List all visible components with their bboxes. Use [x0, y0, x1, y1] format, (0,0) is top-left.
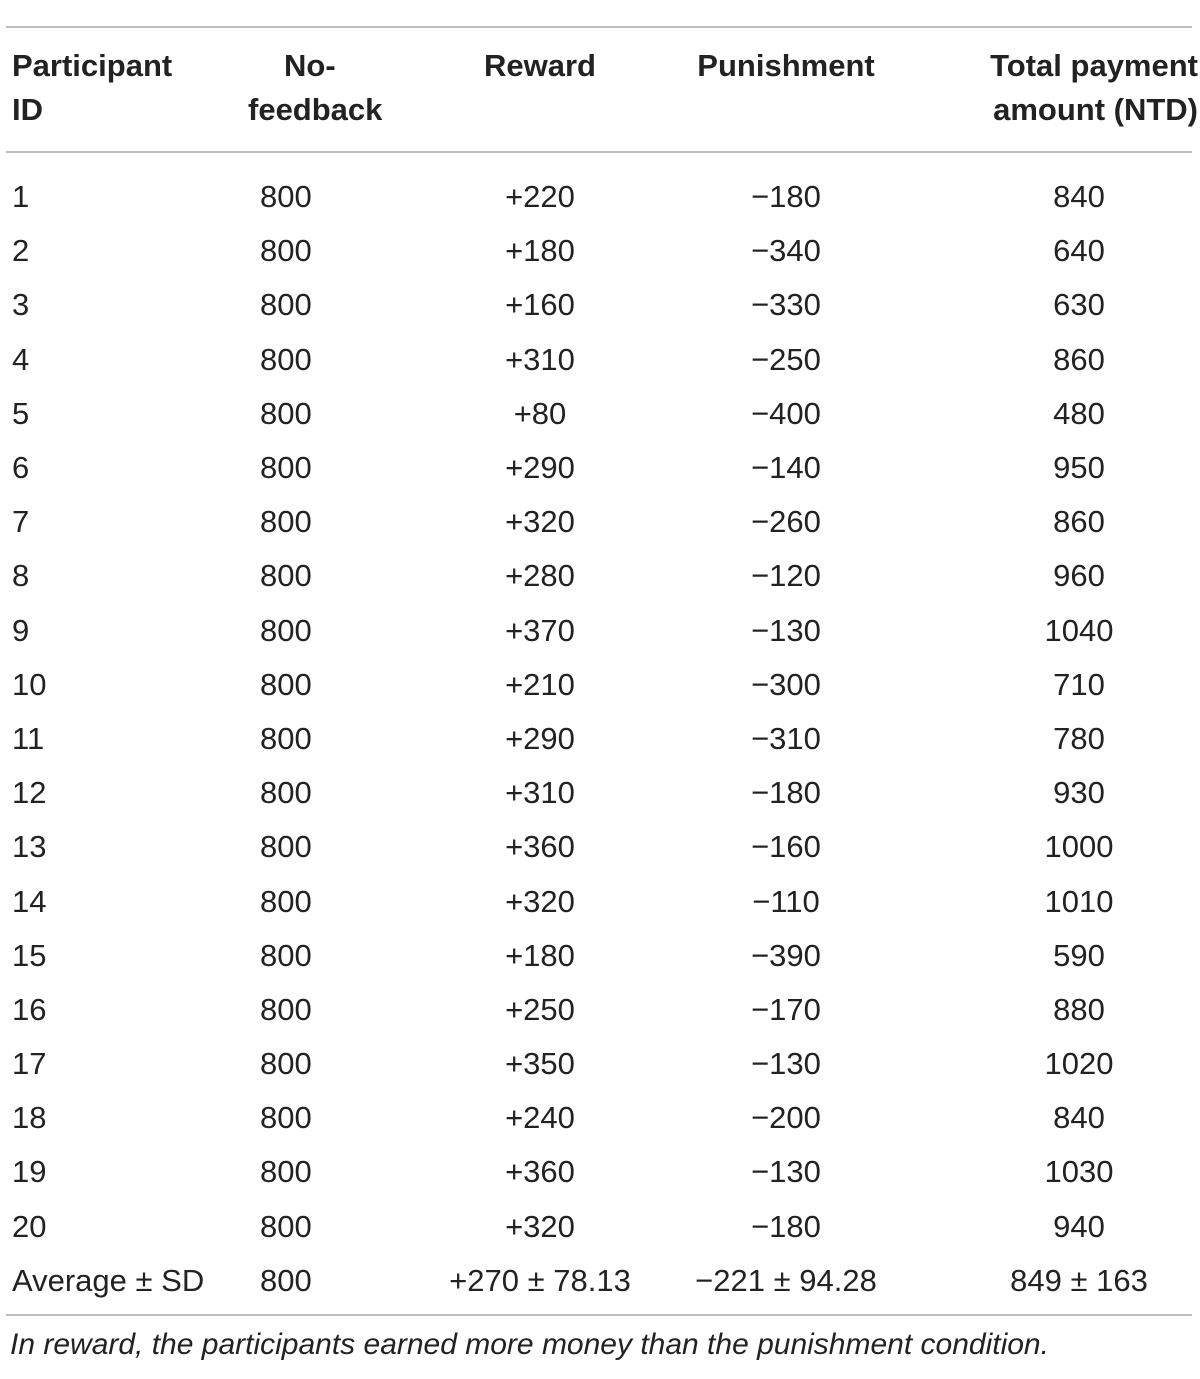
- cell-reward: +360: [505, 1154, 575, 1190]
- table-row: [6, 983, 1200, 1037]
- cell-reward: +80: [513, 395, 567, 431]
- header-no-feedback: [248, 14, 424, 156]
- payment-table-container: [6, 14, 1198, 1361]
- cell-reward: +320: [505, 1208, 575, 1244]
- cell-reward: +210: [505, 666, 575, 702]
- table-footnote: In reward, the participants earned more money than the punishment condition.: [10, 1328, 1049, 1361]
- cell-punishment: −170: [751, 991, 821, 1027]
- table-body: [6, 156, 1200, 1308]
- cell-total-payment: 590: [1053, 937, 1105, 973]
- table-row: [6, 874, 1200, 928]
- header-no-feedback-line2: feedback: [248, 92, 383, 127]
- cell-punishment: −160: [751, 829, 821, 865]
- cell-no-feedback: 800: [260, 1046, 312, 1082]
- cell-participant-id: 19: [12, 1154, 47, 1190]
- cell-punishment: −180: [751, 1208, 821, 1244]
- cell-no-feedback: 800: [260, 179, 312, 215]
- cell-no-feedback: 800: [260, 991, 312, 1027]
- cell-no-feedback: 800: [260, 829, 312, 865]
- cell-no-feedback: 800: [260, 450, 312, 486]
- cell-participant-id: 13: [12, 829, 47, 865]
- cell-no-feedback: 800: [260, 233, 312, 269]
- cell-total-payment: 640: [1053, 233, 1105, 269]
- cell-no-feedback: 800: [260, 558, 312, 594]
- payment-table: [6, 14, 1200, 1308]
- table-row: [6, 224, 1200, 278]
- cell-no-feedback: 800: [260, 1154, 312, 1190]
- cell-total-payment: 860: [1053, 504, 1105, 540]
- cell-reward: +360: [505, 829, 575, 865]
- summary-row: [6, 1254, 1200, 1308]
- header-participant-id-line2: ID: [12, 92, 43, 127]
- cell-no-feedback: 800: [260, 341, 312, 377]
- header-punishment: Punishment: [697, 48, 875, 83]
- table-row: [6, 1200, 1200, 1254]
- cell-participant-id: 17: [12, 1046, 47, 1082]
- summary-punishment: −221 ± 94.28: [695, 1262, 877, 1298]
- summary-reward: +270 ± 78.13: [449, 1262, 631, 1298]
- cell-reward: +320: [505, 504, 575, 540]
- header-participant-id-line1: Participant: [12, 48, 173, 83]
- cell-punishment: −260: [751, 504, 821, 540]
- cell-no-feedback: 800: [260, 666, 312, 702]
- cell-punishment: −120: [751, 558, 821, 594]
- cell-participant-id: 3: [12, 287, 30, 323]
- cell-participant-id: 15: [12, 937, 47, 973]
- table-row: [6, 333, 1200, 387]
- cell-total-payment: 840: [1053, 179, 1105, 215]
- header-total-line1: Total payment: [990, 48, 1198, 83]
- cell-reward: +290: [505, 720, 575, 756]
- cell-no-feedback: 800: [260, 1100, 312, 1136]
- cell-participant-id: 10: [12, 666, 47, 702]
- cell-participant-id: 14: [12, 883, 47, 919]
- table-row: [6, 156, 1200, 224]
- table-row: [6, 658, 1200, 712]
- cell-total-payment: 840: [1053, 1100, 1105, 1136]
- header-no-feedback-line1: No-: [284, 48, 336, 83]
- table-row: [6, 604, 1200, 658]
- cell-reward: +220: [505, 179, 575, 215]
- cell-participant-id: 11: [12, 720, 45, 756]
- cell-reward: +250: [505, 991, 575, 1027]
- cell-punishment: −200: [751, 1100, 821, 1136]
- cell-participant-id: 18: [12, 1100, 47, 1136]
- cell-participant-id: 4: [12, 341, 30, 377]
- cell-total-payment: 1000: [1044, 829, 1114, 865]
- cell-participant-id: 7: [12, 504, 30, 540]
- cell-total-payment: 1040: [1044, 612, 1114, 648]
- cell-no-feedback: 800: [260, 612, 312, 648]
- cell-participant-id: 1: [12, 179, 30, 215]
- table-row: [6, 549, 1200, 603]
- cell-total-payment: 930: [1053, 775, 1105, 811]
- table-row: [6, 929, 1200, 983]
- cell-participant-id: 8: [12, 558, 30, 594]
- summary-label: Average ± SD: [12, 1262, 205, 1298]
- cell-no-feedback: 800: [260, 504, 312, 540]
- cell-punishment: −110: [752, 883, 820, 919]
- cell-punishment: −330: [751, 287, 821, 323]
- bottom-rule: [6, 1314, 1192, 1316]
- cell-total-payment: 940: [1053, 1208, 1105, 1244]
- cell-no-feedback: 800: [260, 937, 312, 973]
- cell-total-payment: 880: [1053, 991, 1105, 1027]
- cell-participant-id: 20: [12, 1208, 47, 1244]
- cell-reward: +320: [505, 883, 575, 919]
- cell-participant-id: 9: [12, 612, 30, 648]
- table-row: [6, 1145, 1200, 1199]
- table-row: [6, 712, 1200, 766]
- table-row: [6, 441, 1200, 495]
- cell-reward: +370: [505, 612, 575, 648]
- header-total-payment: [916, 14, 1200, 156]
- cell-total-payment: 710: [1053, 666, 1105, 702]
- top-rule: [6, 26, 1192, 28]
- cell-punishment: −180: [751, 179, 821, 215]
- cell-participant-id: 5: [12, 395, 30, 431]
- cell-total-payment: 480: [1053, 395, 1105, 431]
- cell-reward: +280: [505, 558, 575, 594]
- header-reward: Reward: [484, 48, 596, 83]
- cell-punishment: −340: [751, 233, 821, 269]
- cell-reward: +350: [505, 1046, 575, 1082]
- cell-punishment: −130: [751, 1046, 821, 1082]
- cell-no-feedback: 800: [260, 395, 312, 431]
- cell-no-feedback: 800: [260, 883, 312, 919]
- cell-punishment: −130: [751, 612, 821, 648]
- cell-reward: +160: [505, 287, 575, 323]
- cell-punishment: −310: [751, 720, 821, 756]
- cell-total-payment: 1030: [1044, 1154, 1114, 1190]
- cell-reward: +290: [505, 450, 575, 486]
- cell-total-payment: 960: [1053, 558, 1105, 594]
- cell-no-feedback: 800: [260, 1208, 312, 1244]
- cell-punishment: −130: [751, 1154, 821, 1190]
- cell-reward: +310: [505, 775, 575, 811]
- table-row: [6, 278, 1200, 332]
- cell-reward: +180: [505, 937, 575, 973]
- cell-punishment: −140: [751, 450, 821, 486]
- cell-punishment: −390: [751, 937, 821, 973]
- cell-total-payment: 950: [1053, 450, 1105, 486]
- cell-participant-id: 2: [12, 233, 30, 269]
- header-total-line2: amount (NTD): [993, 92, 1198, 127]
- cell-total-payment: 1010: [1044, 883, 1114, 919]
- cell-punishment: −250: [751, 341, 821, 377]
- cell-total-payment: 780: [1053, 720, 1105, 756]
- cell-total-payment: 860: [1053, 341, 1105, 377]
- cell-punishment: −300: [751, 666, 821, 702]
- cell-no-feedback: 800: [260, 287, 312, 323]
- cell-punishment: −180: [751, 775, 821, 811]
- cell-no-feedback: 800: [260, 720, 312, 756]
- cell-reward: +310: [505, 341, 575, 377]
- cell-participant-id: 16: [12, 991, 47, 1027]
- table-row: [6, 1037, 1200, 1091]
- cell-reward: +240: [505, 1100, 575, 1136]
- table-header-row: [6, 14, 1200, 156]
- header-participant-id: [6, 14, 248, 156]
- table-row: [6, 766, 1200, 820]
- cell-total-payment: 630: [1053, 287, 1105, 323]
- summary-no-feedback: 800: [260, 1262, 312, 1298]
- cell-total-payment: 1020: [1044, 1046, 1114, 1082]
- cell-participant-id: 6: [12, 450, 30, 486]
- header-rule: [6, 151, 1192, 153]
- table-row: [6, 1091, 1200, 1145]
- table-row: [6, 495, 1200, 549]
- cell-participant-id: 12: [12, 775, 47, 811]
- cell-punishment: −400: [751, 395, 821, 431]
- cell-no-feedback: 800: [260, 775, 312, 811]
- table-row: [6, 387, 1200, 441]
- cell-reward: +180: [505, 233, 575, 269]
- table-row: [6, 820, 1200, 874]
- summary-total-payment: 849 ± 163: [1010, 1262, 1148, 1298]
